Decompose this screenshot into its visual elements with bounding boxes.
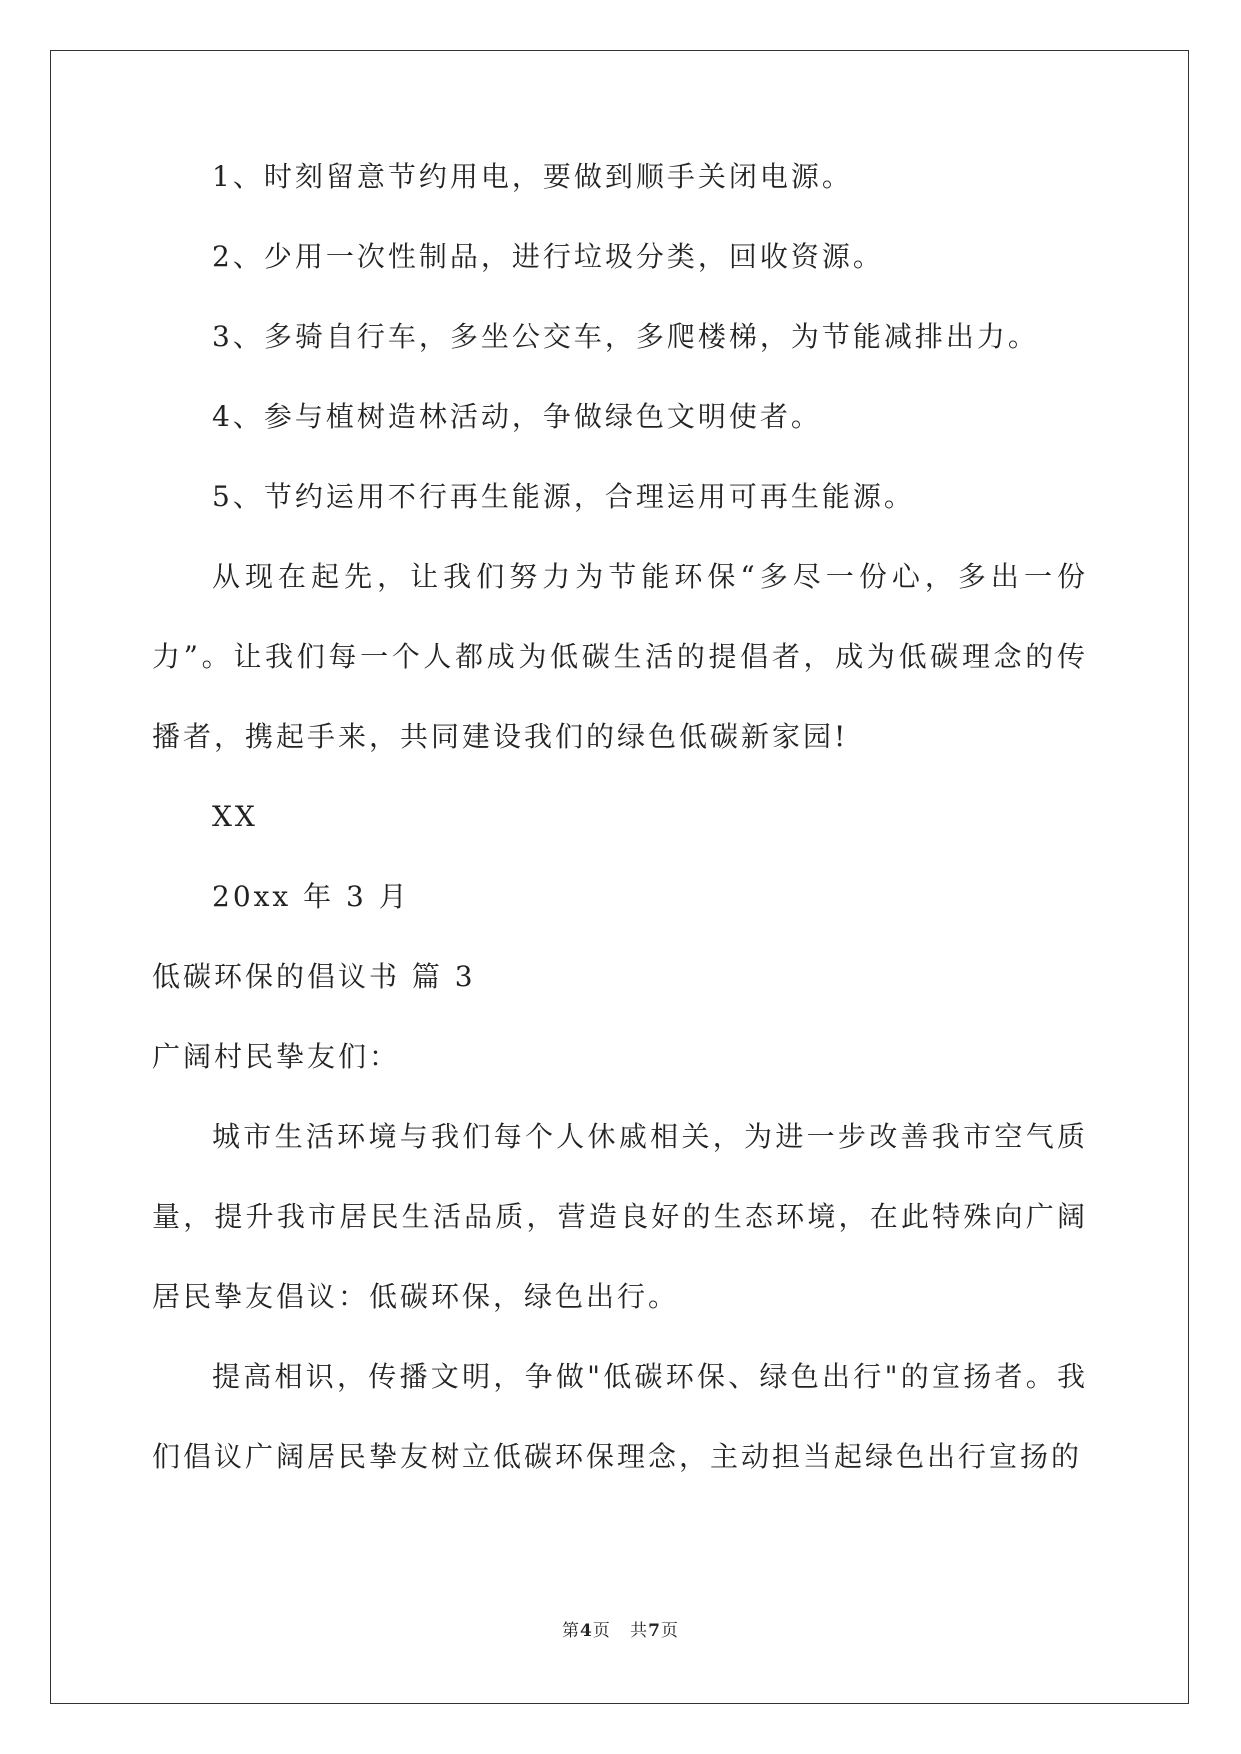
- total-suffix: 页: [660, 1621, 679, 1641]
- body-paragraph: 城市生活环境与我们每个人休戚相关，为进一步改善我市空气质量，提升我市居民生活品质，营造良好的生态环境，在此特殊向广阔居民挚友倡议：低碳环保，绿色出行。: [152, 1120, 1088, 1313]
- section-heading: 低碳环保的倡议书 篇 3: [152, 960, 476, 993]
- page-prefix: 第: [562, 1621, 581, 1641]
- total-prefix: 共: [630, 1621, 649, 1641]
- list-item: 1、时刻留意节约用电，要做到顺手关闭电源。: [212, 160, 853, 193]
- total-pages: 7: [648, 1621, 661, 1641]
- date-line: 20xx 年 3 月: [212, 880, 410, 913]
- list-item: 2、少用一次性制品，进行垃圾分类，回收资源。: [212, 240, 884, 273]
- page-suffix: 页: [592, 1621, 611, 1641]
- body-paragraph: 提高相识，传播文明，争做"低碳环保、绿色出行"的宣扬者。我们倡议广阔居民挚友树立低碳环保理念，主动担当起绿色出行宣扬的: [152, 1360, 1088, 1473]
- list-item: 4、参与植树造林活动，争做绿色文明使者。: [212, 400, 822, 433]
- document-body: [152, 160, 1088, 1497]
- greeting-line: 广阔村民挚友们：: [152, 1040, 401, 1073]
- page-number: 4: [580, 1621, 593, 1641]
- signature: XX: [212, 800, 258, 833]
- page-footer: [0, 1616, 1241, 1641]
- list-item: 5、节约运用不行再生能源，合理运用可再生能源。: [212, 480, 915, 513]
- closing-paragraph: 从现在起先，让我们努力为节能环保“多尽一份心，多出一份力”。让我们每一个人都成为低碳生活的提倡者，成为低碳理念的传播者，携起手来，共同建设我们的绿色低碳新家园!: [152, 560, 1088, 753]
- list-item: 3、多骑自行车，多坐公交车，多爬楼梯，为节能减排出力。: [212, 320, 1039, 353]
